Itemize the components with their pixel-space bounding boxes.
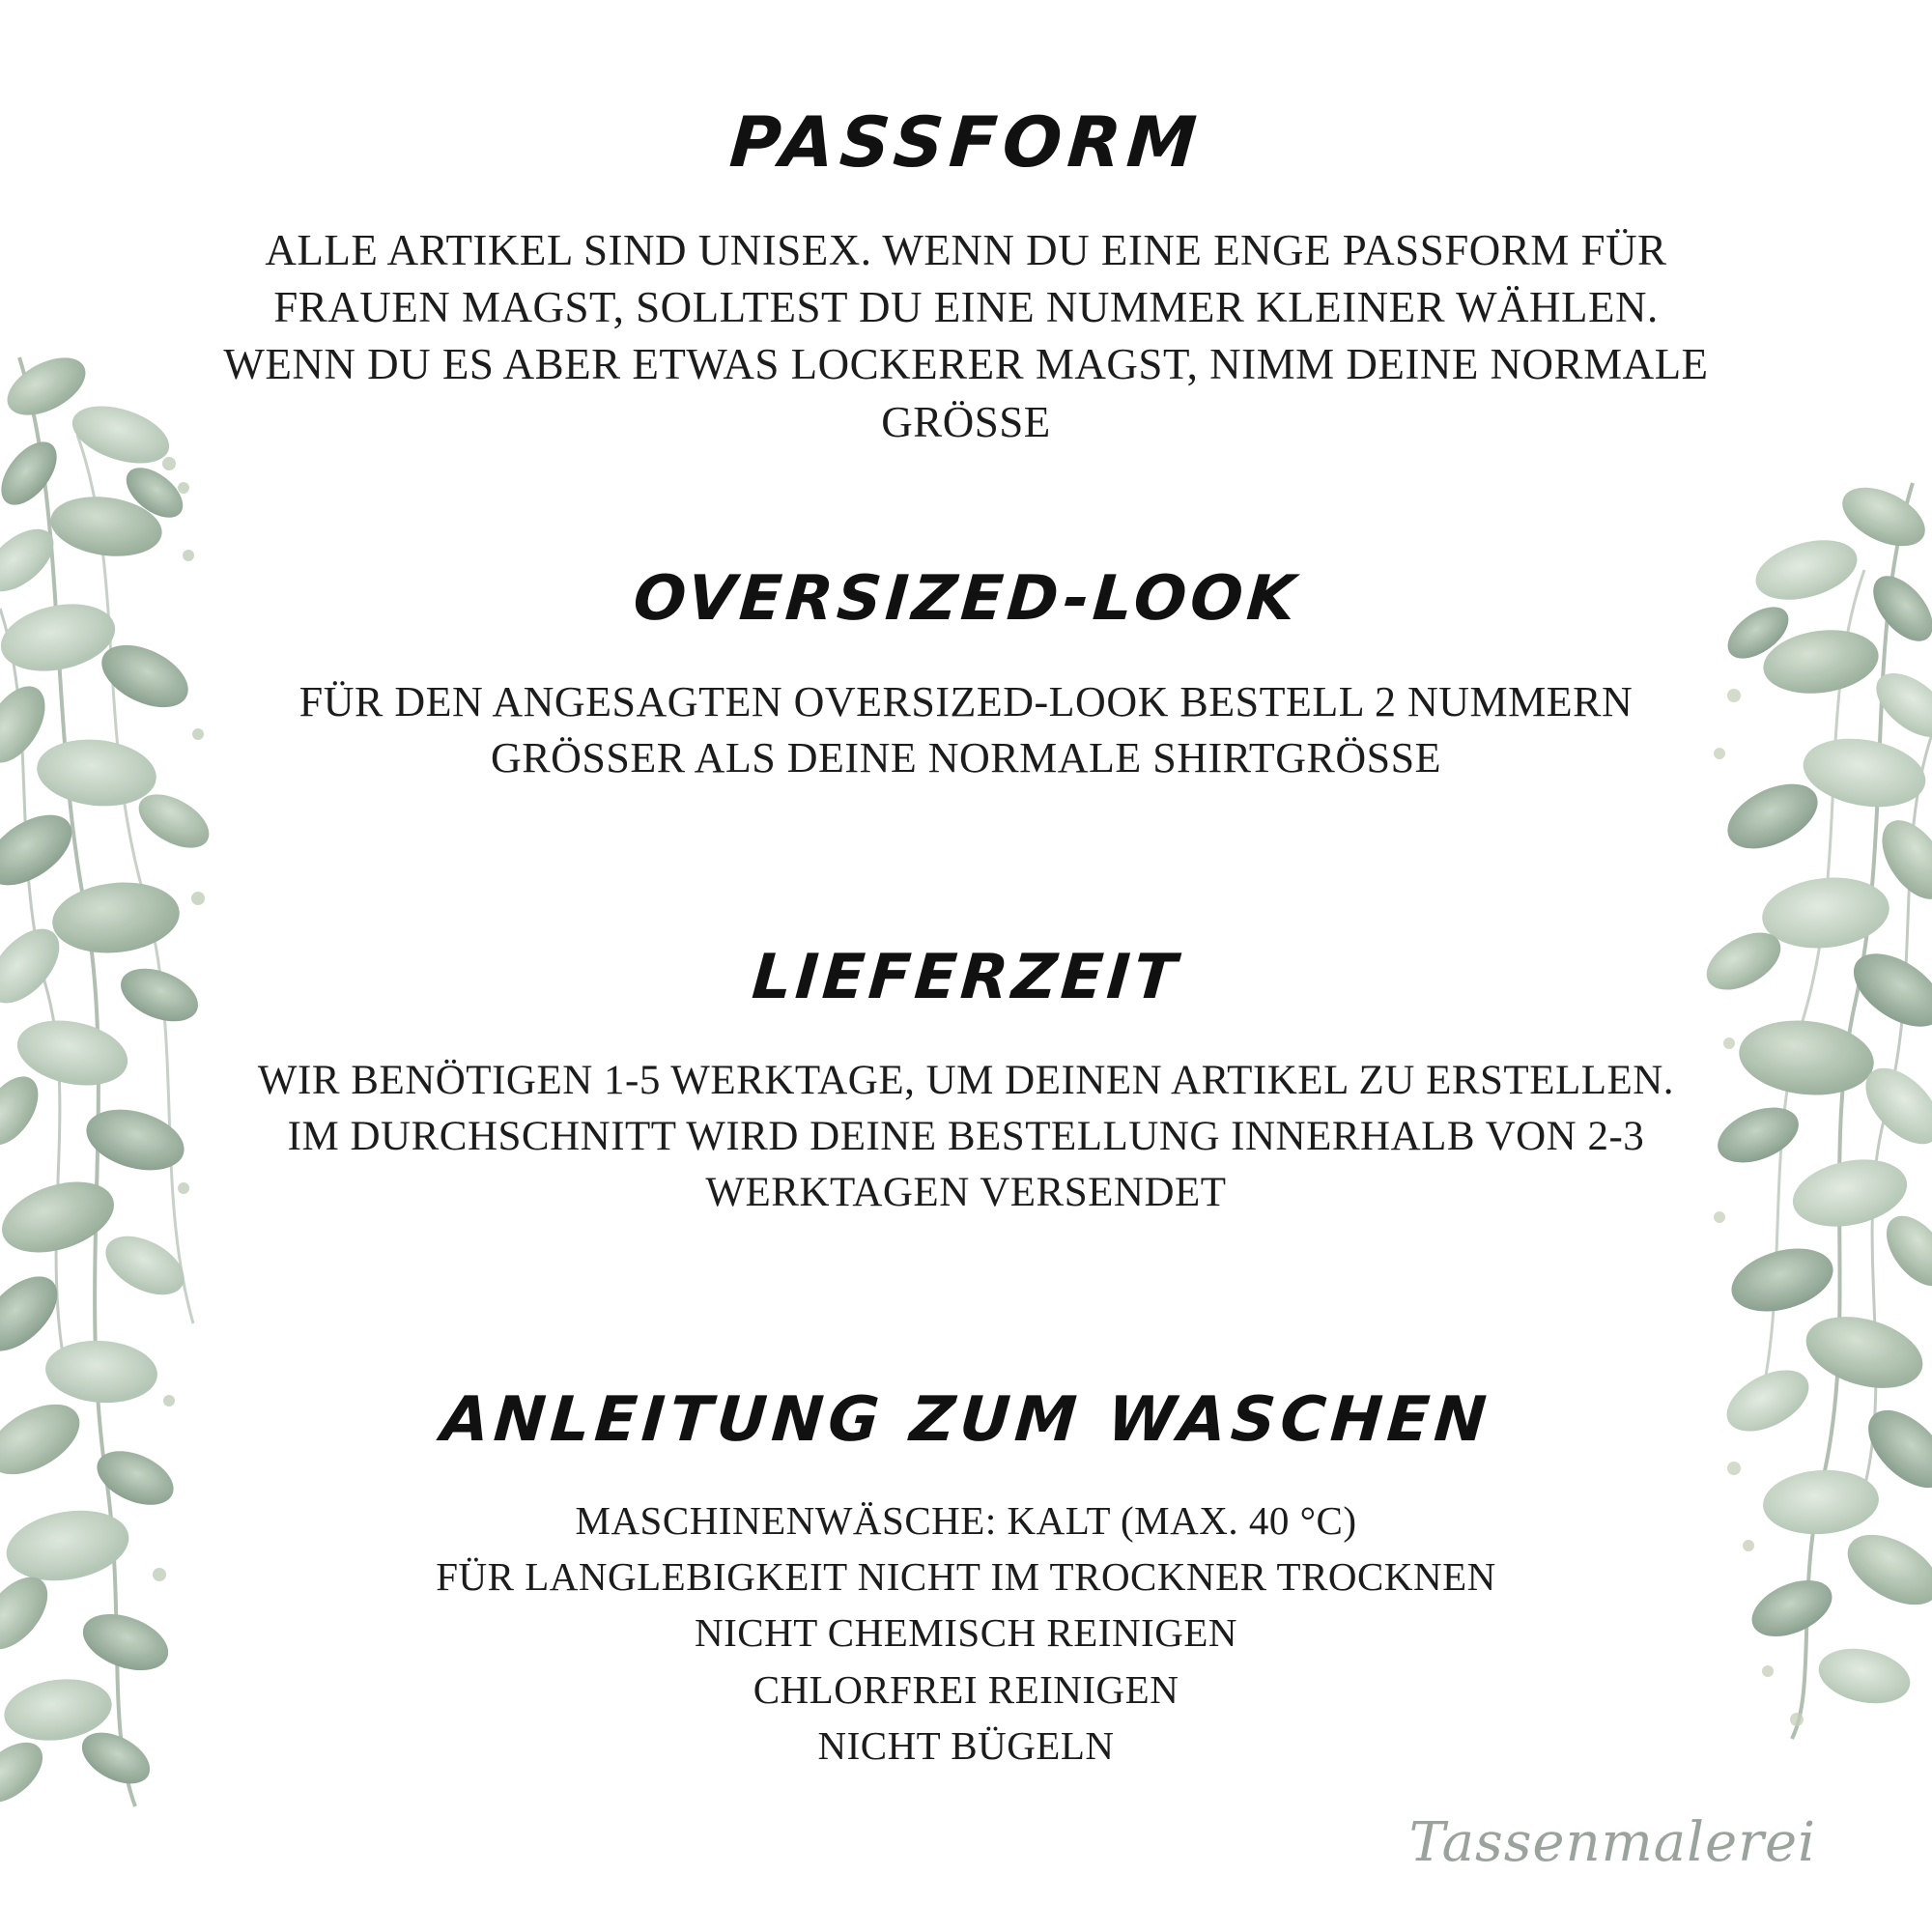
text-line: IM DURCHSCHNITT WIRD DEINE BESTELLUNG INNERHALB VON 2-3 [287,1113,1645,1159]
text-line: WERKTAGEN VERSENDET [705,1169,1227,1215]
section-lieferzeit [174,941,1758,1221]
text-line: FRAUEN MAGST, SOLLTEST DU EINE NUMMER KLEINER WÄHLEN. [273,282,1659,331]
text-line: NICHT BÜGELN [817,1722,1115,1768]
section-title-oversized-look: OVERSIZED-LOOK [631,563,1301,636]
text-line: GRÖSSER ALS DEINE NORMALE SHIRTGRÖSSE [491,734,1441,782]
section-spacer [174,451,1758,567]
brand-signature: Tassenmalerei [1408,1811,1816,1874]
text-line: WENN DU ES ABER ETWAS LOCKERER MAGST, NIMM DEINE NORMALE [223,340,1709,389]
text-line: NICHT CHEMISCH REINIGEN [695,1610,1237,1656]
text-line: MASCHINENWÄSCHE: KALT (MAX. 40 °C) [575,1498,1357,1544]
section-body-oversized-look [174,674,1758,786]
text-line: FÜR DEN ANGESAGTEN OVERSIZED-LOOK BESTELL 2 NUMMERN [298,678,1634,726]
section-passform [174,101,1758,451]
section-spacer [174,830,1758,946]
section-oversized-look [174,563,1758,786]
section-title-anleitung-zum-waschen: ANLEITUNG ZUM WASCHEN [439,1383,1493,1456]
section-body-passform [174,222,1758,452]
text-line: WIR BENÖTIGEN 1-5 WERKTAGE, UM DEINEN ARTIKEL ZU ERSTELLEN. [257,1057,1675,1103]
section-body-anleitung-zum-waschen [174,1492,1758,1774]
section-title-passform: PASSFORM [726,101,1206,183]
text-line: CHLORFREI REINIGEN [753,1666,1179,1712]
text-line: ALLE ARTIKEL SIND UNISEX. WENN DU EINE ENGE PASSFORM FÜR [265,225,1667,274]
text-line: GRÖSSE [881,397,1051,446]
section-spacer [174,1263,1758,1388]
section-body-lieferzeit [174,1053,1758,1221]
section-title-lieferzeit: LIEFERZEIT [750,941,1182,1013]
text-line: FÜR LANGLEBIGKEIT NICHT IM TROCKNER TROCKNEN [436,1554,1496,1600]
section-anleitung-zum-waschen [174,1383,1758,1774]
